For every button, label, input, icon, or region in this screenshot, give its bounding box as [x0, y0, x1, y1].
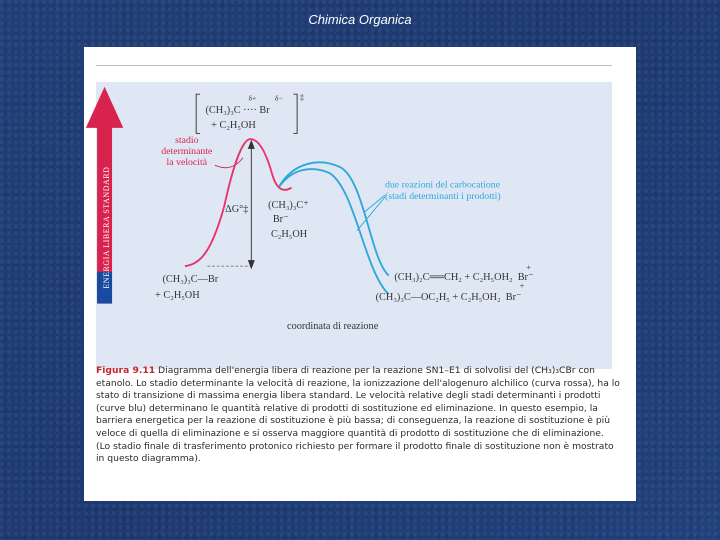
- ts-dagger: ‡: [299, 92, 305, 102]
- caption-text: Diagramma dell'energia libera di reazione per la reazione SN1–E1 di solvolisi del (CH₃)₃CBr con etanolo. Lo stadio determinante la velocità di reazione, la ionizzazione dell'alogenuro alchilico (curva rossa), ha lo stato di transizione di massima energia libera standard. Le velocità relative degli stadi determinanti i prodotti (curve blu) determinano le quantità relative di prodotti di sostituzione ed eliminazione. In questo esempio, la barriera energetica per la reazione di sostituzione è più bassa; di conseguenza, la reazione di sostituzione è più veloce di quella di eliminazione e si osserva maggiore quantità di prodotto di sostituzione che di eliminazione. (Lo stadio finale di trasferimento protonico richiesto per formare il prodotto finale di sostituzione non è mostrato in questo diagramma).: [96, 365, 620, 465]
- intermediate-bromide: Br⁻: [272, 214, 289, 226]
- energy-axis-label: ENERGIA LIBERA STANDARD: [102, 166, 112, 289]
- reactant-formula: (CH₃)₃C—Br: [162, 274, 219, 286]
- ts-charges: δ+ δ−: [248, 93, 283, 103]
- elimination-curve: [278, 162, 388, 275]
- figure-caption: [96, 365, 620, 466]
- intermediate-cation: (CH₃)₃C⁺: [268, 200, 309, 212]
- slide-title: Chimica Organica: [308, 12, 412, 27]
- reaction-coordinate-label: coordinata di reazione: [287, 320, 379, 332]
- rds-label-3: la velocità: [166, 157, 208, 169]
- ts-ethanol: + C₂H₅OH: [211, 119, 256, 131]
- delta-g-label: ΔG°‡: [225, 203, 249, 215]
- figure-card: [84, 47, 636, 501]
- reactant-ethanol: + C₂H₅OH: [155, 289, 200, 301]
- product-substitution-plus: +: [519, 281, 525, 291]
- rds-label-2: determinante: [161, 146, 213, 157]
- product-substitution: (CH₃)₃C—OC₂H₅ + C₂H₅OH₂ Br⁻: [375, 291, 522, 303]
- delta-g-arrow: [249, 141, 255, 268]
- caption-label: Figura 9.11: [96, 365, 156, 376]
- energy-diagram: [84, 47, 600, 347]
- ts-formula: (CH₃)₃C ···· Br: [205, 104, 270, 116]
- intermediate-ethanol: C₂H₅OH: [270, 229, 308, 241]
- carbocation-note-1: due reazioni del carbocatione: [385, 179, 501, 191]
- rds-label-1: stadio: [175, 134, 199, 146]
- product-elimination-plus: +: [526, 262, 531, 272]
- rds-pointer: [215, 158, 243, 168]
- carbocation-note-2: (stadi determinanti i prodotti): [385, 190, 501, 202]
- product-elimination: (CH₃)₂C══CH₂ + C₂H₅OH₂ Br⁻: [394, 272, 534, 284]
